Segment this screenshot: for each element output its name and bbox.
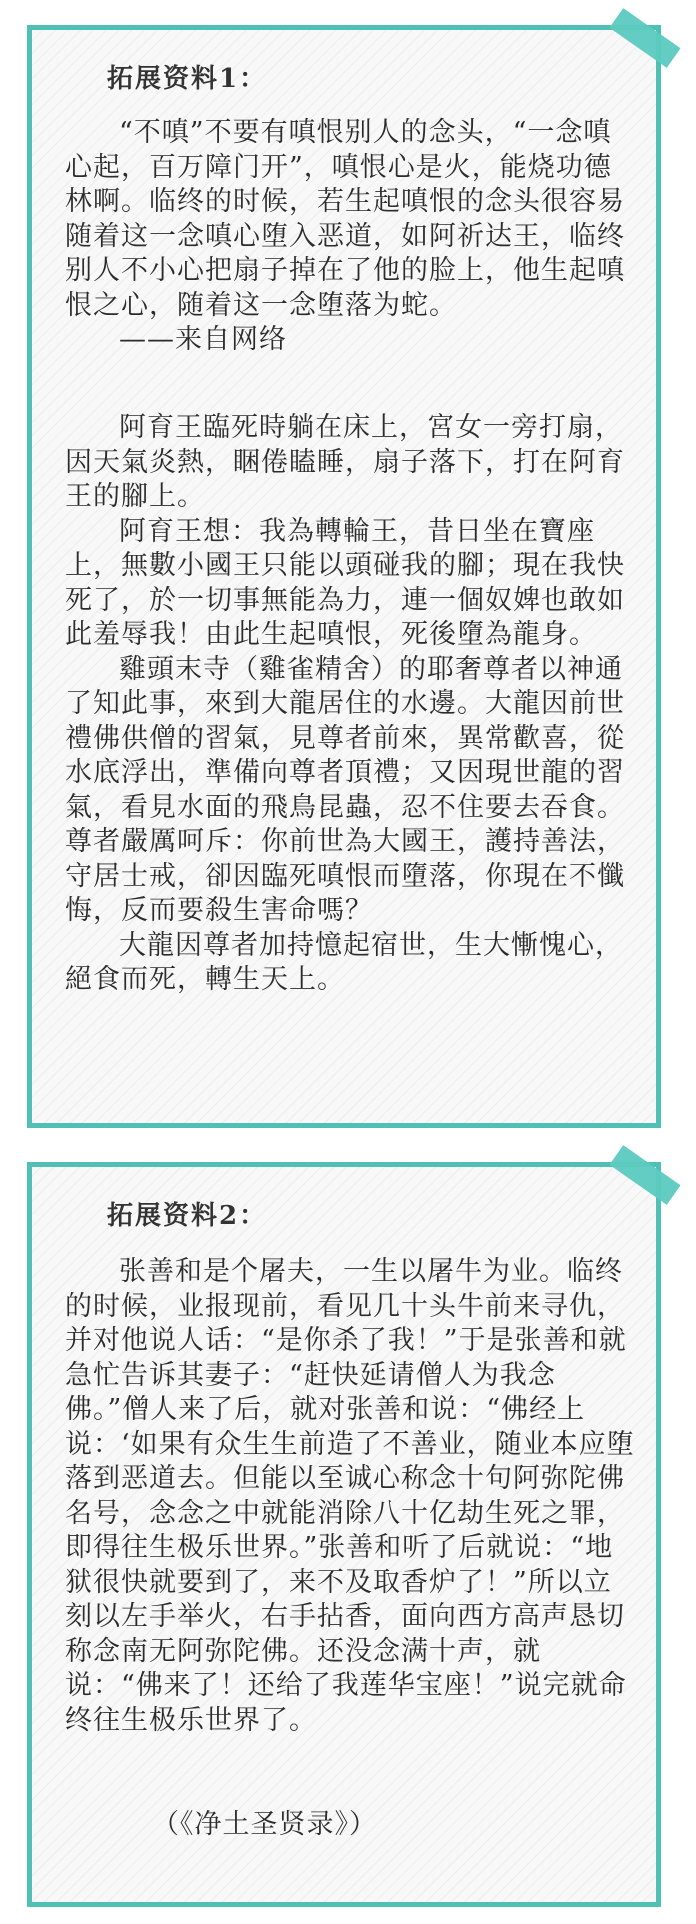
paragraph: 大龍因尊者加持憶起宿世，生大慚愧心，絕食而死，轉生天上。 (65, 929, 623, 995)
tape-decoration (609, 1145, 680, 1205)
zhang-shanhe-story (65, 1255, 635, 1738)
card-heading: 拓展资料2： (107, 1201, 268, 1231)
source-line: ——来自网络 (119, 324, 287, 355)
anger-passage (65, 116, 635, 358)
paragraph: “不嗔”不要有嗔恨别人的念头，“一念嗔心起，百万障门开”，嗔恨心是火，能烧功德林啊。临终的时候，若生起嗔恨的念头很容易随着这一念嗔心堕入恶道，如阿祈达王，临终别人不小心把扇子掉在了他的脸上，他生起嗔恨之心，随着这一念堕落为蛇。 (65, 117, 625, 321)
paragraph: 张善和是个屠夫，一生以屠牛为业。临终的时候，业报现前，看见几十头牛前来寻仇，并对他说人话：“是你杀了我！”于是张善和就急忙告诉其妻子：“赶快延请僧人为我念佛。”僧人来了后，就对张善和说：“佛经上说：‘如果有众生生前造了不善业，随业本应堕落到恶道去。但能以至诚心称念十句阿弥陀佛名号，念念之中就能消除八十亿劫生死之罪，即得往生极乐世界。”张善和听了后就说：“地狱很快就要到了，来不及取香炉了！”所以立刻以左手举火，右手拈香，面向西方高声恳切称念南无阿弥陀佛。还没念满十声，就说：“佛来了！还给了我莲华宝座！”说完就命终往生极乐世界了。 (65, 1256, 635, 1736)
paragraph: 雞頭末寺（雞雀精舍）的耶奢尊者以神通了知此事，來到大龍居住的水邊。大龍因前世禮佛供僧的習氣，見尊者前來，異常歡喜，從水底浮出，準備向尊者頂禮；又因現世龍的習氣，看見水面的飛鳥昆蟲，忍不住要去吞食。尊者嚴厲呵斥：你前世為大國王，護持善法，守居士戒，卻因臨死嗔恨而墮落，你現在不懺悔，反而要殺生害命嗎？ (65, 653, 625, 926)
story-card-2 (27, 1162, 661, 1907)
tape-decoration (609, 8, 680, 68)
citation: （《净土圣贤录》） (152, 1809, 377, 1840)
ashoka-story (65, 411, 635, 998)
paragraph: 阿育王想：我為轉輪王，昔日坐在寶座上，無數小國王只能以頭碰我的腳；現在我快死了，於一切事無能為力，連一個奴婢也敢如此羞辱我！由此生起嗔恨，死後墮為龍身。 (65, 515, 625, 650)
story-card-1 (27, 25, 661, 1128)
card-heading: 拓展资料1： (107, 64, 268, 94)
paragraph: 阿育王臨死時躺在床上，宮女一旁打扇，因天氣炎熱，睏倦瞌睡，扇子落下，打在阿育王的腳上。 (65, 412, 625, 512)
